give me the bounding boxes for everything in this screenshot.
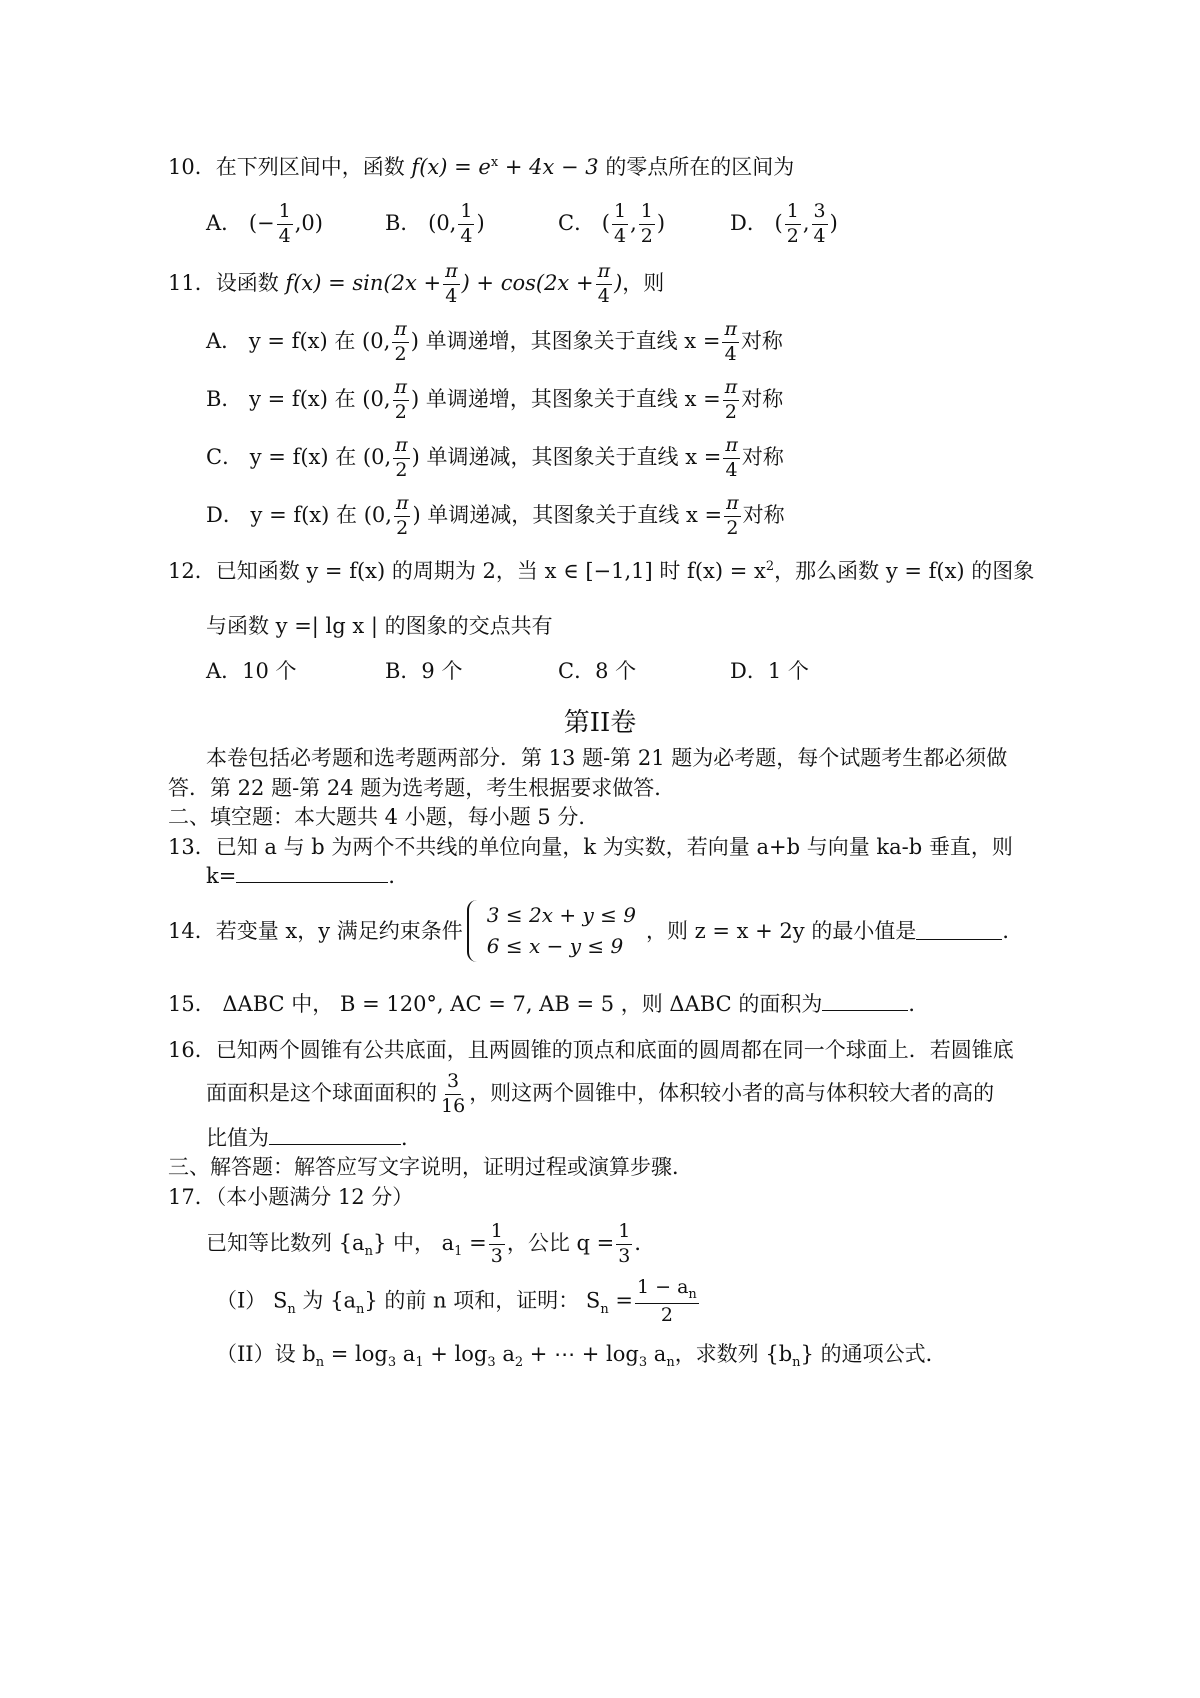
denominator: 4 bbox=[613, 224, 627, 247]
q17-text: } 的前 n 项和，证明： S bbox=[364, 1288, 601, 1313]
q17-text: ，公比 q = bbox=[506, 1230, 615, 1255]
denominator: 4 bbox=[725, 458, 738, 481]
denominator: 3 bbox=[490, 1244, 503, 1267]
option-text: ( bbox=[774, 210, 783, 235]
q15-line bbox=[168, 994, 929, 1015]
option-label: B． bbox=[206, 386, 243, 411]
q16-end: ． bbox=[401, 1126, 422, 1150]
option-text: ) bbox=[829, 210, 838, 235]
option-text: ) 单调递增，其图象关于直线 x = bbox=[410, 328, 721, 353]
option-text: 对称 bbox=[741, 386, 784, 411]
answer-blank bbox=[269, 1128, 401, 1145]
option-text: (0, bbox=[428, 210, 457, 235]
q12-exponent: 2 bbox=[765, 559, 775, 574]
fraction bbox=[616, 1222, 632, 1267]
solution-heading: 三、解答题：解答应写文字说明，证明过程或演算步骤． bbox=[168, 1155, 693, 1179]
option-text: 对称 bbox=[742, 502, 785, 527]
q11-function-part: ) + cos(2x + bbox=[461, 270, 594, 295]
subscript: 2 bbox=[514, 1355, 524, 1371]
numerator: π bbox=[394, 494, 411, 517]
q10-option-c bbox=[558, 202, 665, 247]
option-text: ,0) bbox=[294, 210, 323, 235]
q11-function-part: f(x) = sin(2x + bbox=[285, 270, 442, 295]
fraction bbox=[394, 494, 411, 539]
q17-text: + ⋯ + log bbox=[523, 1342, 639, 1366]
q11-stem bbox=[168, 262, 664, 307]
denominator: 4 bbox=[597, 284, 610, 307]
denominator: 2 bbox=[394, 400, 407, 423]
numerator: π bbox=[723, 378, 740, 401]
numerator-text: 1 − a bbox=[636, 1276, 689, 1298]
q17-text: a bbox=[647, 1342, 667, 1366]
denominator: 3 bbox=[618, 1244, 631, 1267]
fraction bbox=[785, 202, 801, 247]
q17-text: ，求数列 {b bbox=[674, 1342, 793, 1366]
numerator: 1 bbox=[489, 1222, 505, 1245]
subscript: 1 bbox=[415, 1355, 424, 1371]
q17-text: a bbox=[396, 1342, 416, 1366]
option-label: A． bbox=[206, 328, 243, 353]
denominator: 4 bbox=[813, 224, 826, 247]
denominator: 2 bbox=[394, 342, 407, 365]
fraction bbox=[439, 1072, 467, 1117]
q10-function-tail: + 4x − 3 bbox=[498, 155, 599, 179]
fill-in-heading: 二、填空题：本大题共 4 小题，每小题 5 分． bbox=[168, 805, 600, 829]
q17-text: （I） S bbox=[216, 1288, 288, 1313]
fraction bbox=[443, 262, 460, 307]
option-text: y = f(x) 在 (0, bbox=[248, 328, 391, 353]
option-label: A． bbox=[206, 210, 243, 235]
q17-text: = bbox=[462, 1230, 487, 1255]
option-label: C． bbox=[206, 444, 244, 469]
fraction bbox=[635, 1278, 699, 1326]
q11-stem-text: 11．设函数 bbox=[168, 270, 279, 295]
q16-line2 bbox=[206, 1072, 994, 1117]
fraction bbox=[722, 320, 739, 365]
denominator: 2 bbox=[660, 1304, 673, 1327]
numerator: π bbox=[596, 262, 613, 285]
q14-text: 14．若变量 x，y 满足约束条件 bbox=[168, 918, 463, 943]
fraction bbox=[812, 202, 828, 247]
q12-option-d: D．1 个 bbox=[730, 659, 809, 683]
brace-icon bbox=[467, 900, 483, 962]
q12-option-a: A．10 个 bbox=[206, 659, 297, 683]
subscript: 3 bbox=[487, 1355, 496, 1371]
fraction bbox=[392, 320, 409, 365]
q15-text: 15． ΔABC 中， B = 120°, AC = 7, AB = 5 ，则 ΔABC 的面积为 bbox=[168, 992, 823, 1016]
denominator: 4 bbox=[278, 224, 291, 247]
q16-line3 bbox=[206, 1128, 422, 1149]
q10-stem bbox=[168, 156, 794, 178]
numerator: 1 bbox=[639, 202, 655, 225]
subscript: n bbox=[355, 1301, 365, 1317]
q12-option-b: B．9 个 bbox=[385, 659, 463, 683]
option-label: C． bbox=[558, 210, 596, 235]
subscript: n bbox=[287, 1301, 296, 1317]
q17-heading: 17．（本小题满分 12 分） bbox=[168, 1185, 414, 1209]
subscript: 1 bbox=[454, 1244, 463, 1260]
q16-line1: 16．已知两个圆锥有公共底面，且两圆锥的顶点和底面的圆周都在同一个球面上．若圆锥底 bbox=[168, 1038, 1014, 1062]
option-text: y = f(x) 在 (0, bbox=[250, 502, 392, 527]
q14-line bbox=[168, 900, 1023, 962]
option-text: y = f(x) 在 (0, bbox=[249, 444, 392, 469]
option-label: D． bbox=[206, 502, 244, 527]
q12-line2: 与函数 y =| lg x | 的图象的交点共有 bbox=[206, 614, 553, 638]
q12-text: ，那么函数 y = f(x) 的图象 bbox=[774, 559, 1035, 583]
numerator: π bbox=[392, 320, 409, 343]
option-text: ) bbox=[476, 210, 485, 235]
q17-given bbox=[206, 1222, 655, 1267]
numerator: 1 bbox=[612, 202, 628, 225]
fraction bbox=[489, 1222, 505, 1267]
q13-line2 bbox=[206, 866, 409, 887]
numerator: 3 bbox=[445, 1072, 461, 1095]
q10-option-d bbox=[730, 202, 838, 247]
subscript: n bbox=[315, 1355, 325, 1371]
denominator: 16 bbox=[441, 1094, 466, 1117]
subscript: n bbox=[600, 1301, 609, 1317]
denominator: 4 bbox=[445, 284, 458, 307]
q16-text: ，则这两个圆锥中，体积较小者的高与体积较大者的高的 bbox=[469, 1080, 995, 1105]
fraction bbox=[724, 494, 741, 539]
numerator: π bbox=[393, 378, 410, 401]
numerator: π bbox=[722, 320, 739, 343]
q10-stem-text: 10．在下列区间中，函数 bbox=[168, 155, 405, 179]
option-text: , bbox=[630, 210, 637, 235]
option-text: , bbox=[802, 210, 810, 235]
answer-blank bbox=[236, 866, 388, 883]
q17-text: 已知等比数列 {a bbox=[206, 1230, 365, 1255]
subscript: 3 bbox=[387, 1355, 397, 1371]
option-text: ) 单调递减，其图象关于直线 x = bbox=[411, 444, 722, 469]
numerator bbox=[635, 1278, 699, 1304]
q13-end: ． bbox=[388, 864, 410, 888]
answer-blank bbox=[916, 923, 1002, 940]
denominator: 2 bbox=[396, 516, 409, 539]
option-text: ) 单调递增，其图象关于直线 x = bbox=[411, 386, 721, 411]
numerator: π bbox=[724, 494, 741, 517]
subscript: n bbox=[792, 1355, 801, 1371]
q11-option-b bbox=[206, 378, 783, 423]
constraint-1: 3 ≤ 2x + y ≤ 9 bbox=[486, 903, 636, 927]
q12-line1 bbox=[168, 560, 1034, 582]
q17-text: + log bbox=[423, 1342, 488, 1366]
q11-option-c bbox=[206, 436, 784, 481]
numerator: π bbox=[393, 436, 410, 459]
numerator: 1 bbox=[277, 202, 293, 225]
numerator: π bbox=[723, 436, 740, 459]
denominator: 2 bbox=[724, 400, 737, 423]
constraint-system bbox=[487, 900, 636, 962]
option-label: B． bbox=[385, 210, 422, 235]
fraction bbox=[723, 378, 740, 423]
denominator: 2 bbox=[640, 224, 653, 247]
q13-line1: 13．已知 a 与 b 为两个不共线的单位向量，k 为实数，若向量 a+b 与向量 ka-b 垂直，则 bbox=[168, 835, 1013, 859]
q11-option-a bbox=[206, 320, 783, 365]
subscript: n bbox=[666, 1355, 675, 1371]
q15-end: ． bbox=[908, 992, 930, 1016]
q10-exponent: x bbox=[490, 155, 499, 170]
q16-text: 面面积是这个球面面积的 bbox=[206, 1080, 437, 1105]
subscript: n bbox=[364, 1244, 373, 1260]
numerator: 1 bbox=[458, 202, 474, 225]
q10-stem-tail: 的零点所在的区间为 bbox=[605, 155, 795, 179]
option-text: ) bbox=[656, 210, 666, 235]
option-text: y = f(x) 在 (0, bbox=[249, 386, 391, 411]
q17-part2 bbox=[216, 1344, 947, 1369]
fraction bbox=[723, 436, 740, 481]
option-text: 对称 bbox=[741, 444, 784, 469]
q17-text: } 中， a bbox=[372, 1230, 455, 1255]
q16-text: 比值为 bbox=[206, 1126, 269, 1150]
q11-option-d bbox=[206, 494, 785, 539]
numerator: π bbox=[443, 262, 460, 285]
q17-text: （II）设 b bbox=[216, 1342, 316, 1366]
q14-end: ． bbox=[1002, 918, 1024, 943]
q17-text: = bbox=[608, 1288, 633, 1313]
denominator: 2 bbox=[395, 458, 408, 481]
option-text: (− bbox=[248, 210, 275, 235]
constraint-2: 6 ≤ x − y ≤ 9 bbox=[486, 934, 624, 958]
q17-text: 为 {a bbox=[295, 1288, 356, 1313]
subscript: n bbox=[688, 1286, 697, 1302]
q10-option-b bbox=[385, 202, 485, 247]
q17-text: a bbox=[495, 1342, 515, 1366]
denominator: 4 bbox=[460, 224, 473, 247]
fraction bbox=[277, 202, 293, 247]
q13-text: k= bbox=[206, 864, 237, 888]
answer-blank bbox=[822, 994, 908, 1011]
denominator: 4 bbox=[724, 342, 737, 365]
q17-text: } 的通项公式． bbox=[800, 1342, 947, 1366]
fraction bbox=[639, 202, 655, 247]
option-text: ) 单调递减，其图象关于直线 x = bbox=[412, 502, 723, 527]
q10-option-a bbox=[206, 202, 323, 247]
option-text: 对称 bbox=[740, 328, 783, 353]
q10-function: f(x) = e bbox=[411, 155, 491, 179]
q11-function-part: ) bbox=[614, 270, 623, 295]
numerator: 3 bbox=[812, 202, 828, 225]
q12-text: 12．已知函数 y = f(x) 的周期为 2，当 x ∈ [−1,1] 时 f(x) = x bbox=[168, 559, 766, 583]
fraction bbox=[393, 378, 410, 423]
numerator: 1 bbox=[616, 1222, 632, 1245]
option-text: ( bbox=[601, 210, 610, 235]
option-label: D． bbox=[730, 210, 768, 235]
fraction bbox=[612, 202, 628, 247]
fraction bbox=[458, 202, 474, 247]
section-title: 第II卷 bbox=[563, 708, 637, 738]
q11-stem-tail: ，则 bbox=[622, 270, 665, 295]
denominator: 2 bbox=[726, 516, 739, 539]
section-intro-line1: 本卷包括必考题和选考题两部分．第 13 题-第 21 题为必考题，每个试题考生都必须做 bbox=[206, 746, 1008, 770]
q14-text: ，则 z = x + 2y 的最小值是 bbox=[645, 918, 917, 943]
q17-text: = log bbox=[324, 1342, 388, 1366]
q14-content bbox=[168, 900, 1023, 962]
fraction bbox=[596, 262, 613, 307]
q17-text: ． bbox=[634, 1230, 656, 1255]
subscript: 3 bbox=[638, 1355, 648, 1371]
fraction bbox=[393, 436, 410, 481]
numerator: 1 bbox=[785, 202, 801, 225]
q12-option-c: C．8 个 bbox=[558, 659, 637, 683]
denominator: 2 bbox=[786, 224, 799, 247]
q17-part1 bbox=[216, 1278, 701, 1326]
section-intro-line2: 答．第 22 题-第 24 题为选考题，考生根据要求做答． bbox=[168, 776, 676, 800]
